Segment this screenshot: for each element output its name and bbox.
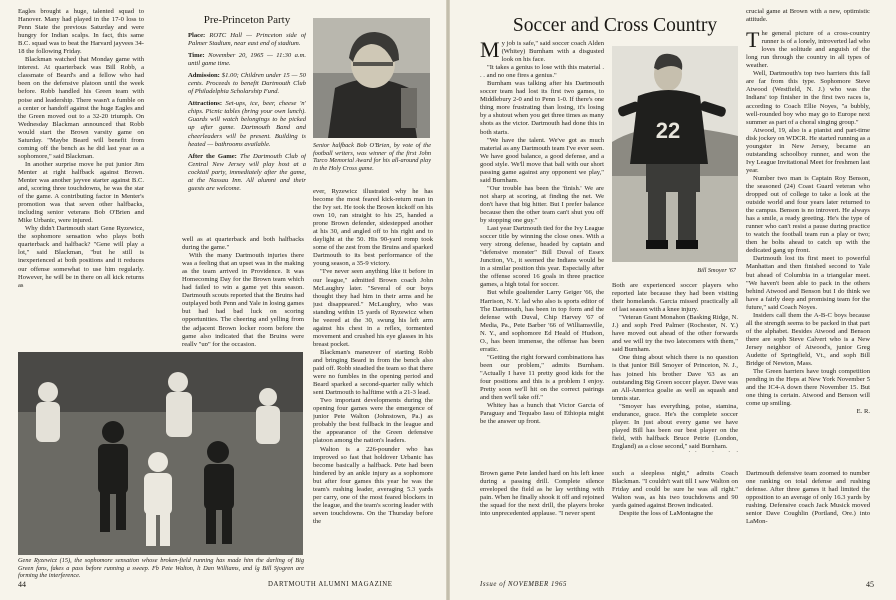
paragraph: crucial game at Brown with a new, optimistic attitude. bbox=[746, 8, 870, 24]
paragraph: Both are experienced soccer players who reported late because they had been visiting their homelands. Garcia missed practically all of last season with a knee injury. bbox=[612, 282, 738, 314]
sidebar-text: November 20, 1965 — 11:30 a.m. until game time. bbox=[188, 52, 306, 68]
paragraph: Insiders call them the A-B-C boys because all the strength seems to be packed in that part of the alphabet. Besides Atwood and Benson there are soph Steve Calvert who is a New Jersey neighbor of Atwood's, junior Greg Audette of Springfield, Vt., and soph Bill Bridge of Newton, Mass. bbox=[746, 311, 870, 368]
bottom-column-1 bbox=[480, 470, 604, 570]
paragraph: Eagles brought a huge, talented squad to Hanover. Many had played in the 17-0 loss to Penn State the previous Saturday and were hungry for Indian scalps. In fact, this same B.C. squad was to beat the Harvard jayvees 34-18 the following Friday. bbox=[18, 8, 144, 56]
paragraph: Walton is a 226-pounder who has improved so fast that holdover Urbanic has become basically a halfback. Pete had been hindered by an ankle injury as a sophomore but after four games this year he was the team's rushing leader, averaging 5.3 yards per carry, one of the most feared blockers in the league, and the team's scoring leader with seven touchdowns. On the Thursday before the bbox=[313, 445, 433, 525]
paragraph: Number two man is Captain Roy Benson, the seasoned (24) Coast Guard veteran who dropped out of college to take a look at the outside world and four years later returned to the campus. Benson is no introvert. He always has a smile, a ready greeting. He's the type of runner who can't resist a pause during practice to watch the football team run a play or two; then he bolts ahead to catch up with the dedicated gang up front. bbox=[746, 174, 870, 255]
sidebar-item bbox=[188, 100, 306, 148]
sidebar-item bbox=[188, 32, 306, 48]
paragraph: Well, Dartmouth's top two harriers this fall are far from this type. Sophomore Steve Atwood (Westfield, N. J.) who was the Indians' top finisher in the first two races is, according to Coach Ellie Noyes, "a bubbly, well-rounded boy who may go to Europe next summer as part of a choral singing group." bbox=[746, 70, 870, 126]
paragraph: Dartmouth lost its first meet to powerful Manhattan and then finished second to Yale but ahead of Columbia in a triangular meet. "We haven't been able to pack in the others behind Atwood and Benson but I do think we have a fairly deep and promising team for the future," said Coach Noyes. bbox=[746, 255, 870, 311]
right-column-1 bbox=[480, 40, 604, 452]
magazine-title: DARTMOUTH ALUMNI MAGAZINE bbox=[268, 581, 393, 588]
paragraph bbox=[612, 451, 738, 452]
right-column-3 bbox=[746, 8, 870, 454]
photo-caption: Senior halfback Bob O'Brien, by vote of the football writers, was winner of the first John Turco Memorial Award for his all-around play in the Holy Cross game. bbox=[313, 142, 431, 172]
page-number: 44 bbox=[18, 580, 26, 589]
paragraph: Whitey has a hunch that Victor Garcia of Paraguay and Tequabo Iasu of Ethiopia might be the answer up front. bbox=[480, 402, 604, 426]
paragraph: "Getting the right forward combinations has been our problem," admits Burnham. "Actually I have 11 pretty good kids for the four positions and this is a problem I enjoy. Pretty soon we'll hit on the correct pairings and then we'll take off." bbox=[480, 353, 604, 402]
left-column-3 bbox=[313, 188, 433, 572]
sidebar-item bbox=[188, 153, 306, 193]
left-page bbox=[0, 0, 447, 600]
paragraph: Two important developments during the opening four games were the emergence of junior Pete Walton (Johnstown, Pa.) as probably the best fullback in the league and the appearance of the Green defensive platoon among the nation's leaders. bbox=[313, 397, 433, 445]
photo-bob-obrien bbox=[313, 18, 430, 138]
sidebar-item bbox=[188, 72, 306, 96]
sidebar-text: The Dartmouth Club of Central New Jersey will play host at a cocktail party, immediately after the game, at the Nassau Inn. All alumni and their guests are welcome. bbox=[188, 152, 306, 192]
paragraph: "I've never seen anything like it before in our league," admitted Brown coach John McLaughry later. "Several of our boys thought they had him in their arms and he just disappeared." McLaughry, who was standing within 15 yards of Ryzewicz when he veered at the 30, swung his left arm against his chest in a reflex, tormented movement and crushed his eye glasses in his breast pocket. bbox=[313, 268, 433, 348]
paragraph-text: he general picture of a cross-country runner is of a lonely, introverted lad who loves the solitude and anguish of the long run through the country in all types of weather. bbox=[746, 30, 870, 70]
soccer-player-image bbox=[612, 46, 738, 262]
paragraph: ever, Ryzewicz illustrated why he has become the most feared kick-return man in the Ivy set. He took the Brown kickoff on his own 10, ran straight to his 25, handed a prone Brown defender, sidestepped another at his 30, and angled off to his right and to daylight at the 50. His 90-yard romp took some of the zest from the Bruins and sparked Dartmouth to its best performance of the young season, a 35-9 victory. bbox=[313, 188, 433, 268]
paragraph: "We have the talent. We've got as much material as any Dartmouth team I've ever seen. We have good balance, a good defense, and a good style. We'll move that ball with our short passing game against any opponent we play," said Burnham. bbox=[480, 136, 604, 184]
paragraph bbox=[480, 40, 604, 64]
paragraph: With the many Dartmouth injuries there was a feeling that an upset was in the making as the team arrived in Providence. It was Homecoming Day for the Brown team which had failed to win a game yet this season. Dartmouth scouts reported that the Bruins had outplayed both Penn and Yale in losing games but had had bad luck on scoring opportunities. The cheering and yelling from the adjacent Brown locker room before the game also indicated that the Bruins were really "up" for the occasion. bbox=[182, 252, 304, 346]
sidebar-box bbox=[188, 14, 306, 229]
photo-ryzewicz bbox=[18, 352, 303, 555]
paragraph: But while goaltender Larry Geiger '66, the Harrison, N. Y. lad who also is sports editor of The Dartmouth, has been in top form and the defense with Duval, Chip Harvey '67 of Media, Pa., Pete Barber '66 of Williamsville, N. Y., and sophomore Ed Heald of Hudson, O., has been immense, the offense has been erratic. bbox=[480, 289, 604, 353]
sidebar-item bbox=[188, 52, 306, 68]
sidebar-label: Place: bbox=[188, 32, 206, 39]
paragraph bbox=[746, 27, 870, 70]
paragraph: Atwood, 19, also is a pianist and part-time disk jockey on WDCR. He started running as a youngster in New Jersey, became an outstanding schoolboy runner, and won the Ivy League Invitational Meet for freshmen last year. bbox=[746, 126, 870, 174]
page-number: 45 bbox=[866, 580, 874, 589]
football-action-image bbox=[18, 352, 303, 555]
sidebar-title: Pre-Princeton Party bbox=[203, 14, 291, 26]
svg-text:22: 22 bbox=[655, 118, 681, 143]
paragraph: "Smoyer has everything, poise, stamina, endurance, grace. He's the complete soccer player. In just about every game we have played Bill has been our best player on the field, with halfback Bruce Petrie (London, England) as a close second," said Burnham. bbox=[612, 402, 738, 450]
sidebar-label: After the Game: bbox=[188, 152, 237, 160]
paragraph: The Green harriers have tough competition pending in the Heps at New York November 5 and the IC4-A down there November 15. But one thing is certain. Atwood and Benson will come up smiling. bbox=[746, 368, 870, 408]
sidebar-label: Admission: bbox=[188, 72, 220, 80]
paragraph: Burnham was talking after his Dartmouth soccer team had lost its first two games, to Middlebury 2-0 and to Penn 1-0. If there's one thing more frustrating than losing, it's losing by a shutout when you get three times as many shots as the victor. Dartmouth had done this in both starts. bbox=[480, 80, 604, 136]
sidebar-text: ROTC Hall — Princeton side of Palmer Stadium, near east end of stadium. bbox=[188, 32, 306, 48]
paragraph: Despite the loss of LaMontagne the bbox=[619, 510, 713, 518]
gutter bbox=[446, 0, 450, 600]
article-title: Soccer and Cross Country bbox=[512, 15, 718, 36]
sidebar-label: Attractions: bbox=[188, 100, 223, 108]
drop-cap: M bbox=[480, 40, 500, 62]
paragraph: Blackman's maneuver of starting Robb and bringing Beard in from the bench also paid off. Robb steadied the team so that there were no fumbles in the opening period and Beard sparked a second-quarter rally which sent Dartmouth to halftime with a 21-3 lead. bbox=[313, 348, 433, 397]
helmet-player-image bbox=[313, 18, 430, 138]
issue-date: Issue of NOVEMBER 1965 bbox=[480, 581, 568, 588]
paragraph: Blackman watched that Monday game with interest. At quarterback was Bill Robb, a classmate of Beard's and a fellow who had been on the defensive platoon until the week before. Robb handled his Green team with poise and leadership. There wasn't a fumble on a center or handoff against the huge Eagles and the Green moved out to a 32-20 triumph. On Wednesday Blackman announced that Robb would start the Brown varsity game on Saturday. "Maybe Beard will benefit from coming off the bench as he did last year as a sophomore," said Blackman. bbox=[18, 56, 144, 160]
paragraph: Dartmouth defensive team zoomed to number one ranking on total defense and rushing defense. After three games it had limited the opposition to an average of only 16.3 yards by rushing. Defensive coach Jack Musick moved senior Dave Coughlin (Portland, Ore.) into LaMon- bbox=[746, 470, 870, 526]
photo-bill-smoyer bbox=[612, 46, 738, 262]
bottom-column-3 bbox=[746, 470, 870, 570]
photo-caption: Gene Ryzewicz (15), the sophomore sensation whose broken-field running has made him the darling of Big Green fans, fakes a pass before running a sweep. Fb Pete Walton, lt Dan Williams, and lg Bill Sjogren are forming the interference. bbox=[18, 557, 304, 580]
paragraph: "It takes a genius to lose with this material . . . and no one fires a genius." bbox=[480, 64, 604, 80]
paragraph: well as at quarterback and both halfbacks during the game." bbox=[182, 236, 304, 252]
photo-caption: Bill Smoyer '67 bbox=[697, 267, 736, 274]
paragraph: Last year Dartmouth tied for the Ivy League soccer title by winning the close ones. With a very strong defense, headed by captain and "defensive monster" Bill Duval of Essex Junction, Vt., it seemed the Indians would be in a similar position this year. Especially after the offense scored 16 goals in three practice games, a high total for soccer. bbox=[480, 225, 604, 289]
right-column-2 bbox=[612, 282, 738, 452]
paragraph: Why didn't Dartmouth start Gene Ryzewicz, the sophomore sensation who plays both quarterback and halfback? "Gene will play a lot," said Blackman, "but he still is inexperienced at both positions and it reduces our offense somewhat to use him regularly. However, he will be in there on all kick returns as bbox=[18, 225, 144, 289]
paragraph: "Veteran Grant Monahon (Basking Ridge, N. J.) and soph Fred Palmer (Rochester, N. Y.) have moved out ahead of the other forwards and we will try the two latecomers with them," said Burnham. bbox=[612, 314, 738, 354]
sidebar-text: $1.00; Children under 15 — 50 cents. Proceeds to benefit Dartmouth Club of Philadelphia Scholarship Fund. bbox=[188, 72, 306, 96]
paragraph: In another surprise move he put junior Jim Menter at right halfback against Brown. Menter was another jayvee starter against B.C. and, scoring three touchdowns, he was the star of the game. A contributing factor in Menter's promotion was that seven other halfbacks, including senior veterans Bob O'Brien and Mike Urbanic, were injured. bbox=[18, 160, 144, 225]
sidebar-label: Time: bbox=[188, 52, 205, 60]
paragraph: "Our trouble has been the 'finish.' We are not sharp at scoring, at finding the net. We don't have that big hitter. But I prefer balance because then the other team can't shut you off by stopping one guy." bbox=[480, 184, 604, 225]
paragraph: One thing about which there is no question is that junior Bill Smoyer of Princeton, N. J., has joined his brother Dave '63 as an outstanding Big Green soccer player. Dave was an All-America goalie as well as squash and tennis star. bbox=[612, 354, 738, 402]
author-initials: E. R. bbox=[856, 408, 870, 416]
paragraph-text: y job is safe," said soccer coach Alden (Whitey) Burnham with a disgusted look on his face. bbox=[501, 40, 604, 64]
paragraph: such a sleepless night," admits Coach Blackman. "I couldn't wait till I saw Walton on Friday and could be sure he was all right." Walton was, as his two touchdowns and 90 yards gained against Brown indicated. bbox=[612, 470, 738, 510]
paragraph: Brown game Pete landed hard on his left knee during a passing drill. Complete silence enveloped the field as he lay writhing with pain. When he finally shook it off and rejoined the squad for the next drill, the players broke into unprecedented applause. "I never spent bbox=[480, 470, 604, 518]
bottom-column-2 bbox=[612, 470, 738, 570]
sidebar-text: Set-ups, ice, beer, cheese 'n' chips. Picnic tables (bring your own lunch). Guards will watch belongings to be picked up after game. Dartmouth Band and cheerleaders will be present. Building is heated — bathrooms available. bbox=[188, 100, 306, 148]
drop-cap: T bbox=[746, 27, 760, 53]
left-column-2 bbox=[182, 236, 304, 346]
